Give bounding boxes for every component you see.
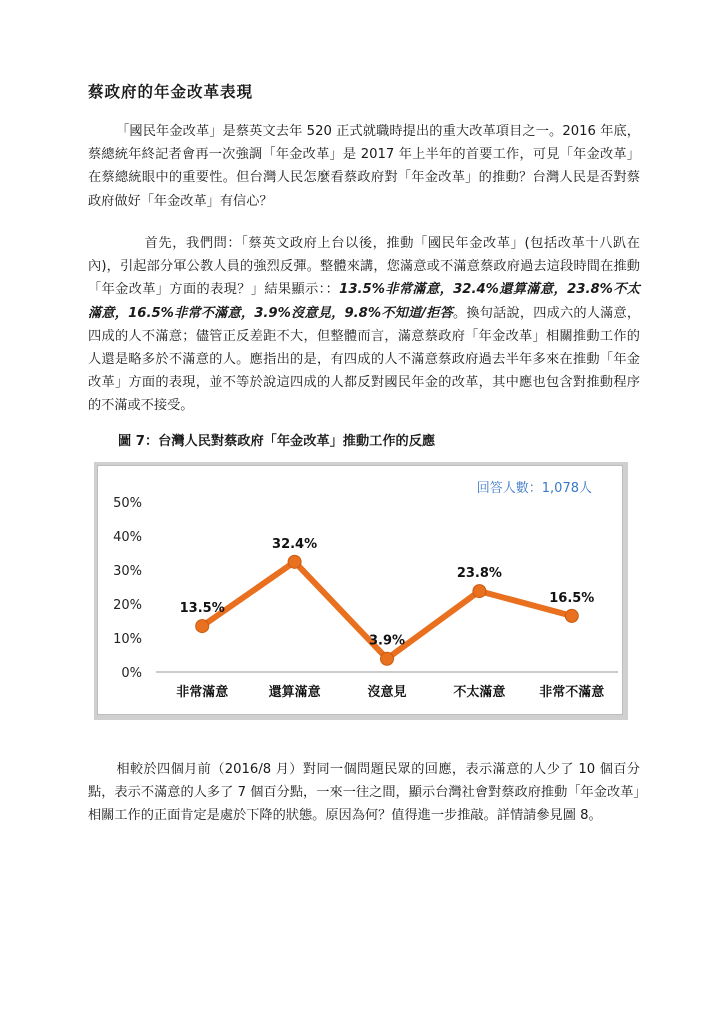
line-chart: [98, 466, 622, 714]
paragraph-results-lead: 首先，我們問：「蔡英文政府上台以後，推動「國民年金改革」(包括改革十八趴在內)，引起部分軍公教人員的強烈反彈。整體來講，您滿意或不滿意蔡政府過去這段時間在推動「年金改革」方面的表現？」結果顯示：：: [88, 236, 640, 298]
paragraph-results-tail: 。換句話說，四成六的人滿意，四成的人不滿意；儘管正反差距不大，但整體而言，滿意蔡政府「年金改革」相關推動工作的人還是略多於不滿意的人。應指出的是，有四成的人不滿意蔡政府過去半年多來在推動「年金改革」方面的表現，並不等於說這四成的人都反對國民年金的改革，其中應也包含對推動程序的不滿或不接受。: [88, 305, 641, 414]
x-tick-label: 非常不滿意: [539, 685, 605, 700]
x-tick-label: 非常滿意: [176, 685, 229, 700]
y-tick-label: 30%: [113, 564, 142, 579]
data-point: [473, 585, 486, 598]
paragraph-comparison: [88, 758, 640, 828]
chart-frame: [94, 462, 628, 720]
x-tick-label: 還算滿意: [268, 685, 321, 700]
data-label: 3.9%: [368, 633, 406, 649]
section-heading: 蔡政府的年金改革表現: [88, 82, 254, 101]
x-tick-label: 不太滿意: [453, 685, 506, 700]
data-point: [565, 609, 578, 622]
paragraph-comparison-text: 相較於四個月前（2016/8 月）對同一個問題民眾的回應，表示滿意的人少了 10 個百分點，表示不滿意的人多了 7 個百分點，一來一往之間，顯示台灣社會對蔡政府推動「年金改革」相關工作的正面肯定是處於下降的狀態。原因為何？值得進一步推敲。詳情請參見圖 8。: [88, 762, 640, 824]
data-point: [196, 620, 209, 633]
x-tick-label: 沒意見: [367, 685, 407, 700]
data-point: [381, 652, 394, 665]
y-tick-label: 0%: [121, 666, 142, 681]
y-tick-label: 20%: [113, 598, 142, 613]
y-tick-label: 50%: [113, 496, 142, 511]
data-label: 23.8%: [456, 566, 502, 582]
chart-area: [97, 465, 623, 715]
y-tick-label: 40%: [113, 530, 142, 545]
paragraph-results: [88, 232, 640, 418]
data-label: 16.5%: [549, 590, 595, 606]
y-tick-label: 10%: [113, 632, 142, 647]
data-label: 13.5%: [179, 601, 225, 617]
paragraph-intro-text: 「國民年金改革」是蔡英文去年 520 正式就職時提出的重大改革項目之一。2016 年底，蔡總統年終記者會再一次強調「年金改革」是 2017 年上半年的首要工作，可見「年金改革」在蔡總統眼中的重要性。但台灣人民怎麼看蔡政府對「年金改革」的推動？台灣人民是否對蔡政府做好「年金改革」有信心？: [88, 124, 640, 209]
paragraph-intro: [88, 120, 640, 213]
results-highlight: 13.5%非常滿意，32.4%還算滿意，23.8%不太滿意，16.5%非常不滿意，3.9%沒意見，9.8%不知道/拒答: [88, 282, 640, 321]
data-point: [288, 555, 301, 568]
data-label: 32.4%: [272, 536, 318, 552]
respondents-annotation: 回答人數：1,078人: [476, 481, 592, 496]
figure-caption: 圖 7：台灣人民對蔡政府「年金改革」推動工作的反應: [118, 434, 436, 449]
